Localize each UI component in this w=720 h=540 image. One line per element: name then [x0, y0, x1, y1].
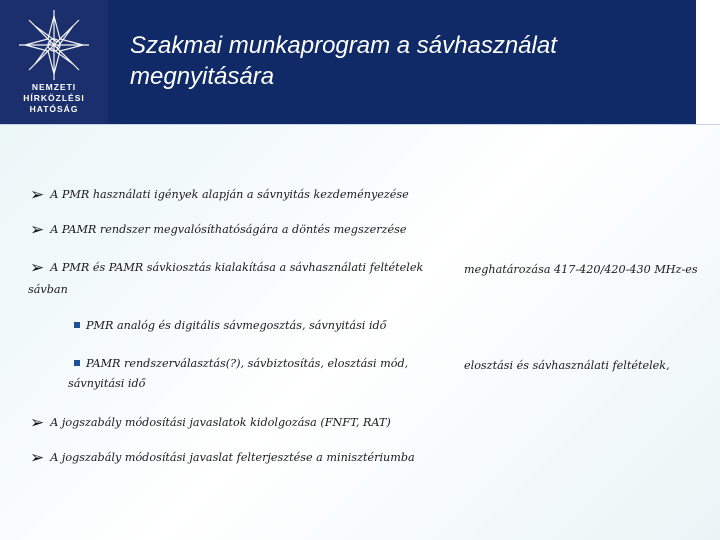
slide-title: Szakmai munkaprogram a sávhasználat megnyitására — [130, 32, 557, 90]
sub-bullet-item — [74, 357, 408, 370]
arrow-bullet-icon: ➢ — [30, 185, 45, 205]
arrow-bullet-icon: ➢ — [30, 448, 45, 468]
logo-line-2: HÍRKÖZLÉSI — [23, 93, 85, 103]
bullet-item — [30, 413, 391, 433]
logo-wordmark — [0, 82, 108, 115]
header-right-strip — [696, 0, 720, 124]
bullet-item — [30, 220, 406, 240]
bullet-text: A PAMR rendszer megvalósíthatóságára a döntés megszerzése — [50, 223, 407, 236]
sub-bullet-item — [74, 319, 386, 332]
bullet-text-right: meghatározása 417-420/420-430 MHz-es — [464, 263, 698, 276]
sub-bullet-text-right: elosztási és sávhasználati feltételek, — [464, 359, 670, 372]
bullet-text: A PMR használati igények alapján a sávnyitás kezdeményezése — [50, 188, 409, 201]
nhh-logo — [0, 0, 108, 124]
logo-line-1: NEMZETI — [31, 82, 77, 92]
bullet-text: A jogszabály módosítási javaslat felterjesztése a minisztériumba — [50, 451, 415, 464]
arrow-bullet-icon: ➢ — [30, 413, 45, 433]
square-bullet-icon — [74, 322, 80, 328]
bullet-item — [30, 258, 423, 278]
arrow-bullet-icon: ➢ — [30, 258, 45, 278]
header-divider — [0, 124, 720, 125]
arrow-bullet-icon: ➢ — [30, 220, 45, 240]
sub-bullet-text: PAMR rendszerválasztás(?), sávbiztosítás, elosztási mód, — [86, 357, 409, 370]
sub-bullet-text: PMR analóg és digitális sávmegosztás, sávnyitási idő — [86, 319, 387, 332]
logo-line-3: HATÓSÁG — [29, 104, 79, 114]
bullet-item — [30, 448, 415, 468]
bullet-text: A PMR és PAMR sávkiosztás kialakítása a sávhasználati feltételek — [50, 261, 424, 274]
square-bullet-icon — [74, 360, 80, 366]
bullet-item — [30, 185, 409, 205]
title-band — [108, 0, 696, 124]
bullet-continuation: sávban — [28, 283, 68, 296]
bullet-text: A jogszabály módosítási javaslatok kidolgozása (FNFT, RAT) — [50, 416, 391, 429]
sub-bullet-continuation: sávnyitási idő — [68, 377, 146, 390]
star-logo-icon — [17, 8, 91, 82]
